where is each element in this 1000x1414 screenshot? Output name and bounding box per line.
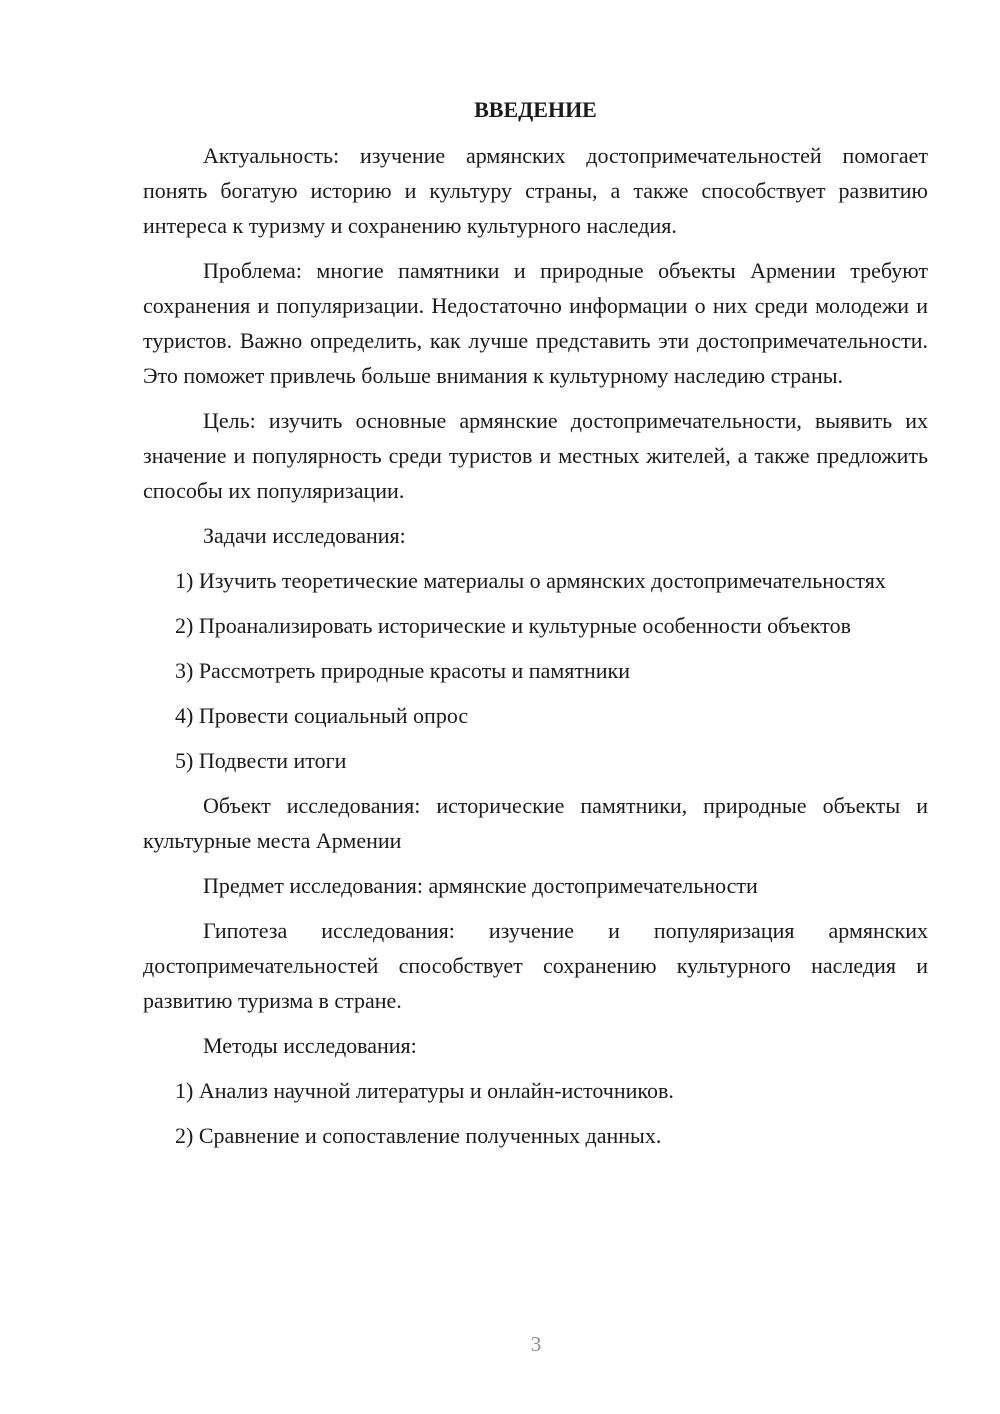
method-item-2: 2) Сравнение и сопоставление полученных данных.: [175, 1123, 662, 1148]
task-item-3: 3) Рассмотреть природные красоты и памятники: [175, 658, 631, 683]
subject-paragraph: Предмет исследования: армянские достопримечательности: [203, 873, 758, 898]
hypothesis-paragraph: Гипотеза исследования: изучение и популяризация армянских достопримечательностей способствует сохранению культурного наследия и развитию туризма в стране.: [143, 918, 928, 1013]
methods-heading: Методы исследования:: [203, 1033, 417, 1058]
tasks-heading: Задачи исследования:: [203, 523, 406, 548]
page-number: 3: [530, 1332, 542, 1356]
task-item-2: 2) Проанализировать исторические и культурные особенности объектов: [175, 613, 851, 638]
task-item-1: 1) Изучить теоретические материалы о армянских достопримечательностях: [175, 568, 886, 593]
page-title: ВВЕДЕНИЕ: [474, 97, 597, 122]
relevance-paragraph: Актуальность: изучение армянских достопримечательностей помогает понять богатую историю и культуру страны, а также способствует развитию интереса к туризму и сохранению культурного наследия.: [143, 143, 928, 238]
task-item-4: 4) Провести социальный опрос: [175, 703, 469, 728]
object-paragraph: Объект исследования: исторические памятники, природные объекты и культурные места Армении: [143, 793, 928, 853]
task-item-5: 5) Подвести итоги: [175, 748, 347, 773]
method-item-1: 1) Анализ научной литературы и онлайн-источников.: [175, 1078, 674, 1103]
document-page: [143, 92, 928, 1163]
problem-paragraph: Проблема: многие памятники и природные объекты Армении требуют сохранения и популяризации. Недостаточно информации о них среди молодежи и туристов. Важно определить, как лучше представить эти достопримечательности. Это поможет привлечь больше внимания к культурному наследию страны.: [143, 258, 928, 388]
goal-paragraph: Цель: изучить основные армянские достопримечательности, выявить их значение и популярность среди туристов и местных жителей, а также предложить способы их популяризации.: [143, 408, 928, 503]
